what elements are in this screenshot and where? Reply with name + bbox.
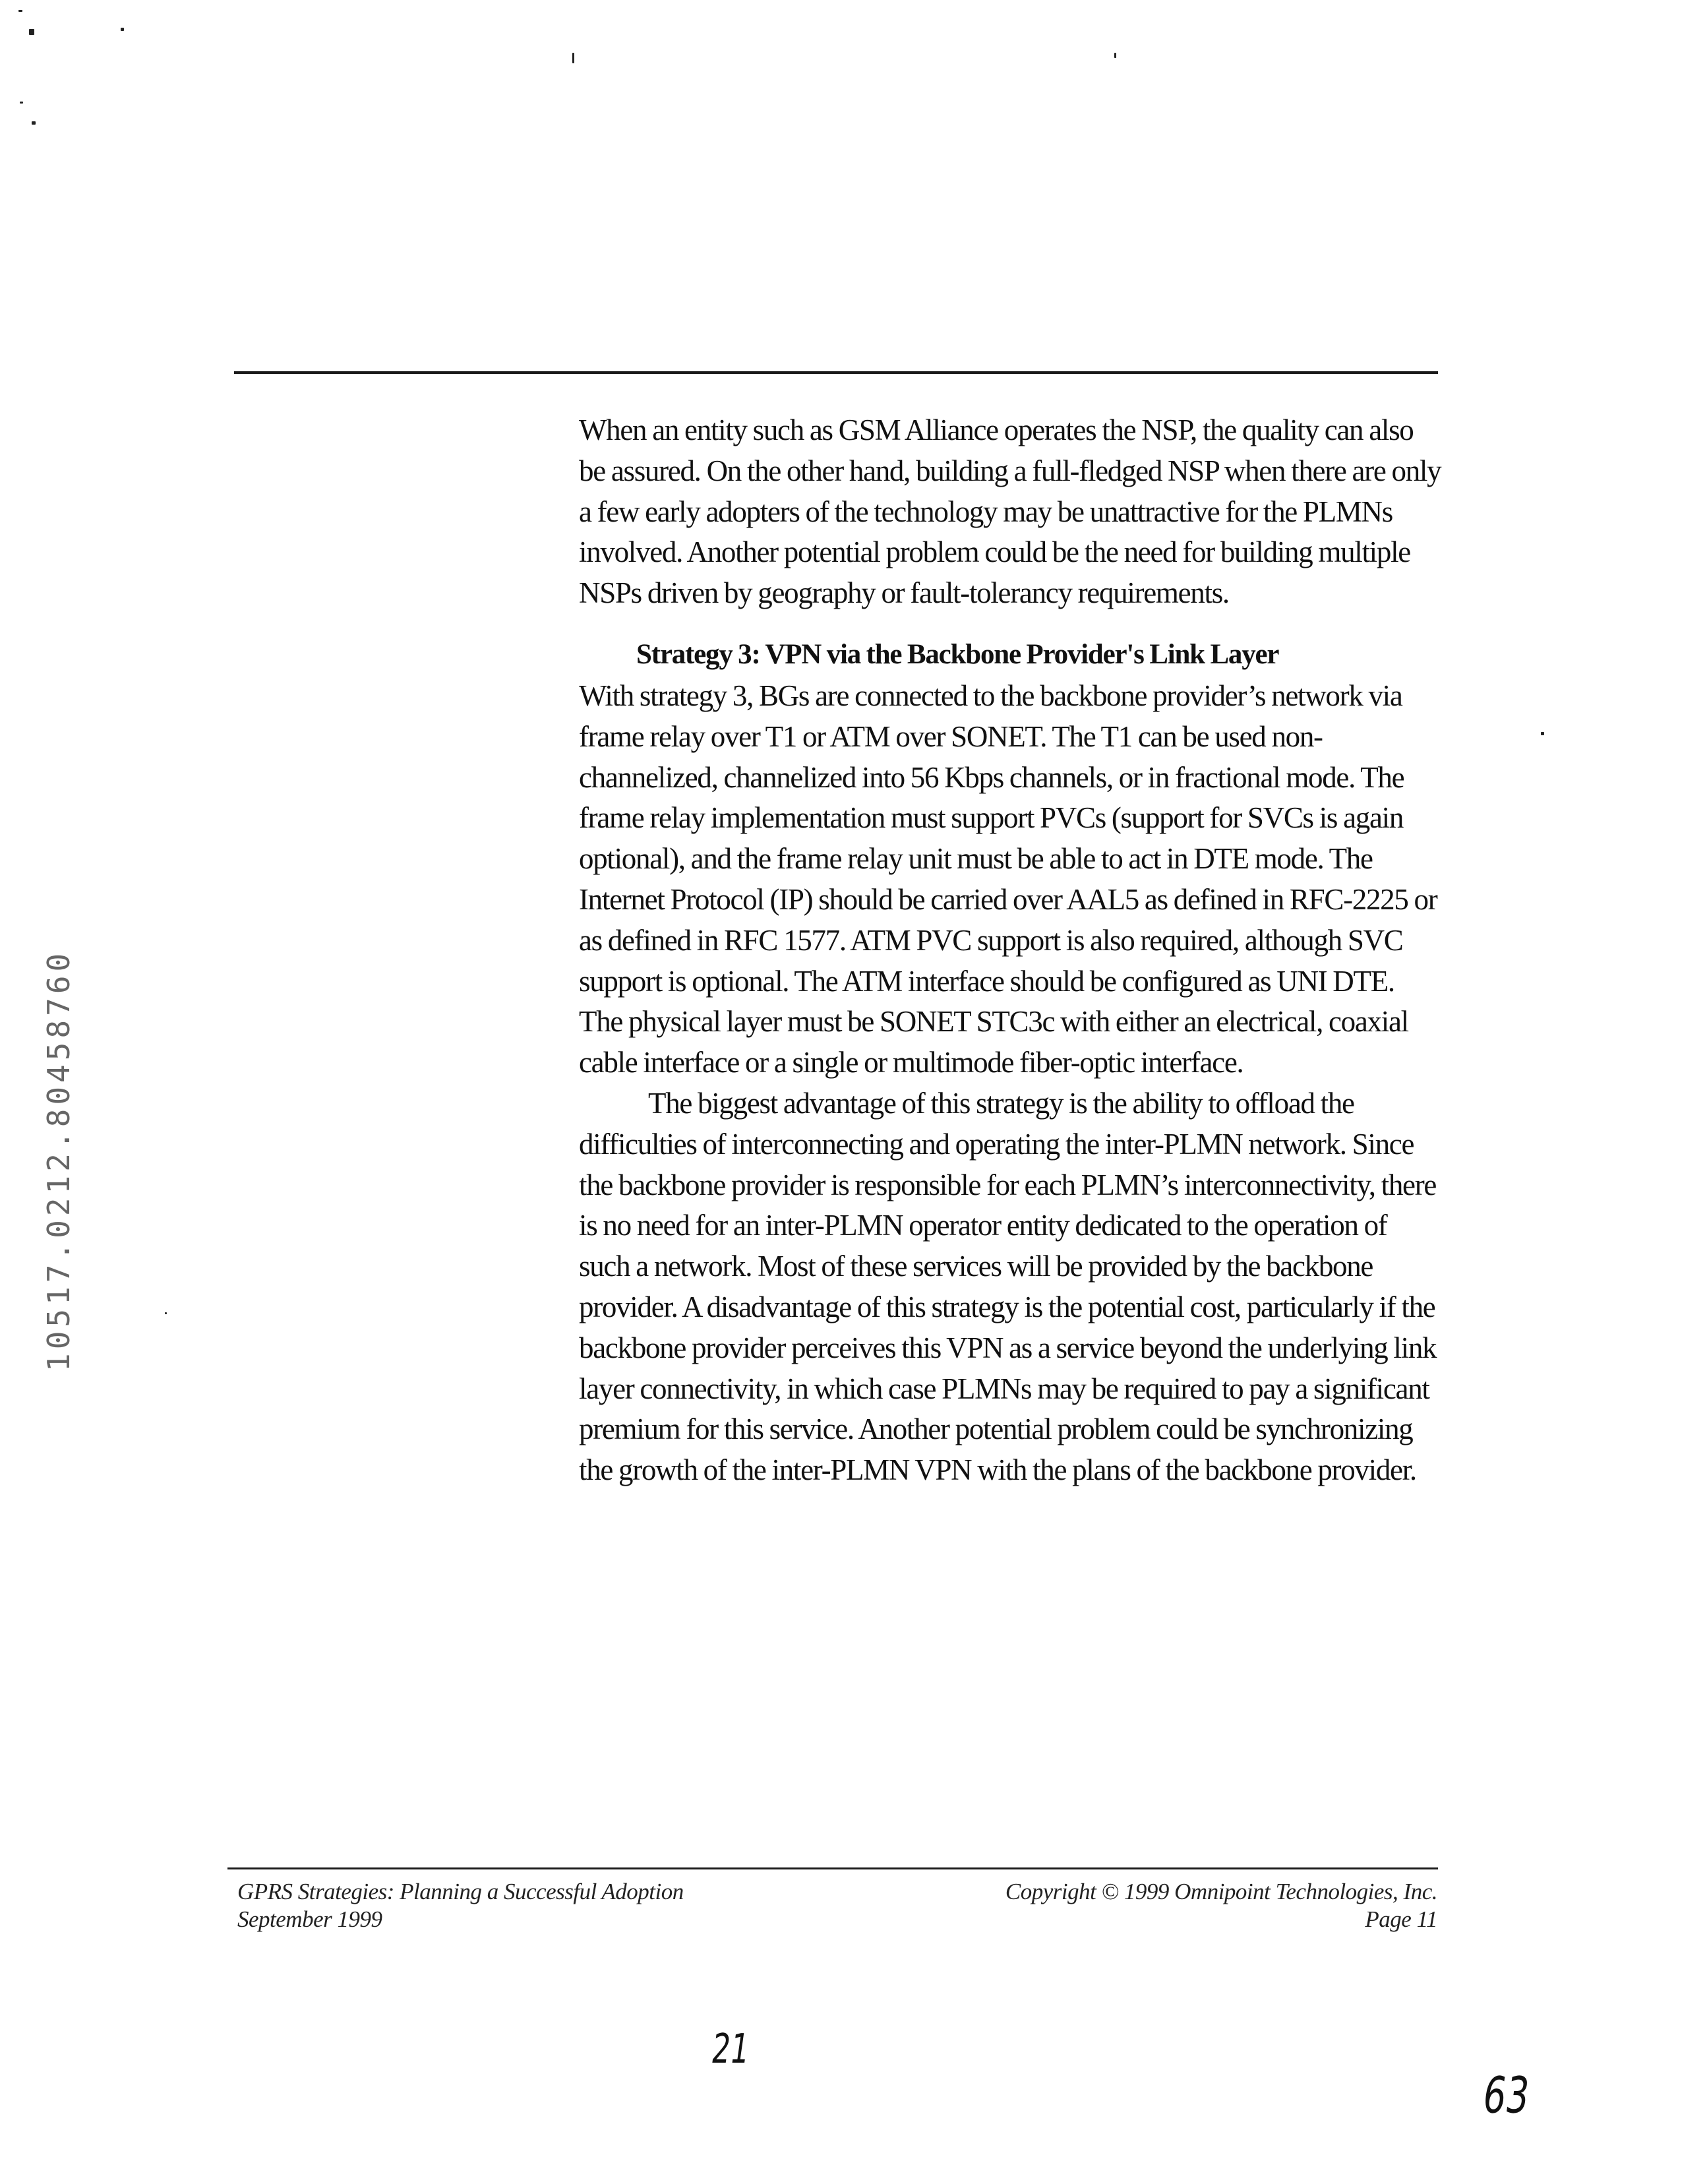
scan-speck [29,29,34,35]
footer-date: September 1999 [237,1906,382,1932]
section-heading-strategy-3: Strategy 3: VPN via the Backbone Provider's Link Layer [636,638,1279,670]
paragraph-strategy-3-advantages: The biggest advantage of this strategy is the ability to offload the difficulties of interconnecting and operating the inter-PLMN network. Since the backbone provider is responsible for each PLMN’s interconnectivity, there is no need for an inter-PLMN operator entity dedicated to the operation of such a network. Most of these services will be provided by the backbone provider. A disadvantage of this strategy is the potential cost, particularly if the backbone provider perceives this VPN as a service beyond the underlying link layer connectivity, in which case PLMNs may be required to pay a significant premium for this service. Another potential problem could be synchronizing the growth of the inter-PLMN VPN with the plans of the backbone provider. [579,1086,1437,1487]
header-rule [234,371,1438,374]
scan-speck [32,121,36,125]
scan-speck [1114,53,1116,58]
scan-speck [572,53,574,63]
scan-speck [1541,732,1544,735]
document-body [579,410,1443,1491]
scan-speck [18,10,22,12]
margin-bates-stamp: 10517.0212.80458760 [41,949,76,1372]
footer-copyright: Copyright © 1999 Omnipoint Technologies, Inc. [1005,1879,1437,1904]
footer-rule [227,1867,1438,1869]
handwritten-corner-number: 63 [1479,2066,1533,2125]
paragraph-strategy-3-details: With strategy 3, BGs are connected to the backbone provider’s network via frame relay over T1 or ATM over SONET. The T1 can be used non-channelized, channelized into 56 Kbps channels, or in fractional mode. The frame relay implementation must support PVCs (support for SVCs is again optional), and the frame relay unit must be able to act in DTE mode. The Internet Protocol (IP) should be carried over AAL5 as defined in RFC-2225 or as defined in RFC 1577. ATM PVC support is also required, although SVC support is optional. The ATM interface should be configured as UNI DTE. The physical layer must be SONET STC3c with either an electrical, coaxial cable interface or a single or multimode fiber-optic interface. [579,679,1437,1079]
footer-page-number: Page 11 [1365,1906,1437,1932]
footer-right [1005,1878,1437,1933]
footer-left [237,1878,684,1933]
paragraph-nsp-quality: When an entity such as GSM Alliance operates the NSP, the quality can also be assured. On the other hand, building a full-fledged NSP when there are only a few early adopters of the technology may be unattractive for the PLMNs involved. Another potential problem could be the need for building multiple NSPs driven by geography or fault-tolerancy requirements. [579,413,1441,610]
handwritten-page-number: 21 [708,2025,753,2073]
scan-speck [165,1312,167,1314]
scan-speck [121,28,124,31]
footer-document-title: GPRS Strategies: Planning a Successful Adoption [237,1879,684,1904]
scan-speck [20,102,23,104]
